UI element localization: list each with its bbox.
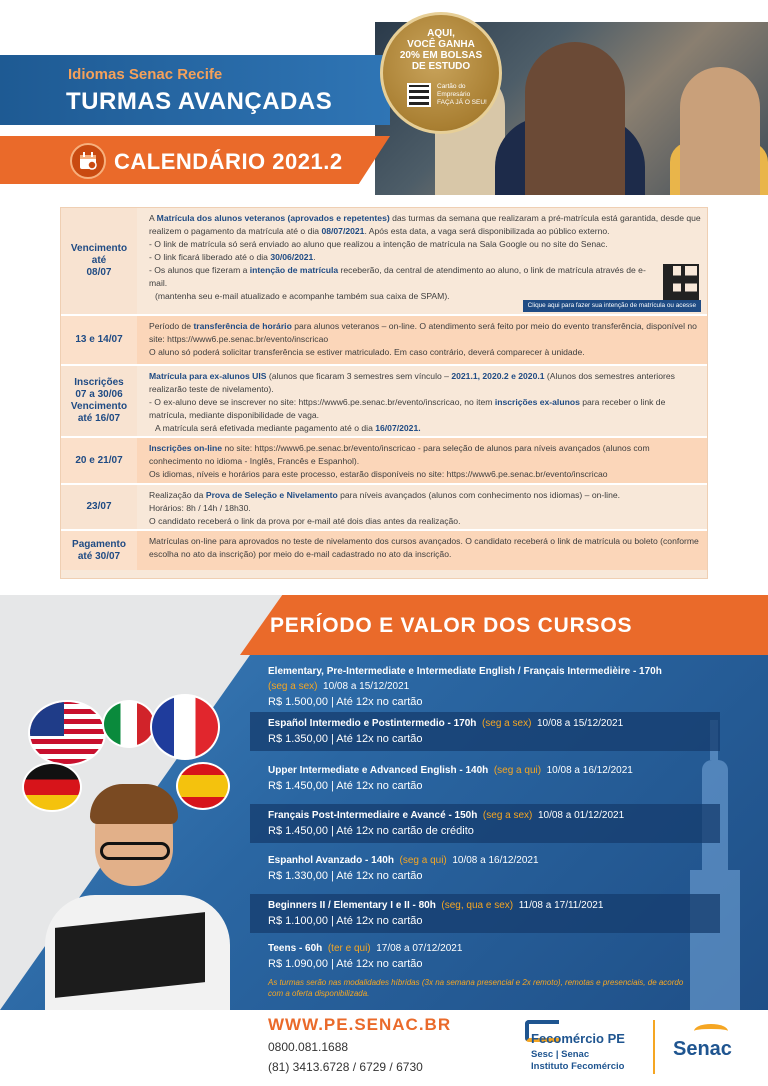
website-link[interactable]: WWW.PE.SENAC.BR [268,1015,452,1034]
calendar-table [60,207,708,579]
row-date: 23/07 [61,485,137,529]
row-text: Período de transferência de horário para alunos veteranos – on-line. O atendimento será feito por meio do evento transferência, disponível no site: https://www6.pe.senac.br/evento/inscricao O aluno só poderá solicitar transferência se estiver matriculado. Em caso contrário, deverá comparecer à unidade. [137,316,707,364]
qr-caption-link[interactable]: Clique aqui para fazer sua intenção de matrícula ou acesse [523,300,701,312]
france-flag-icon [150,694,220,760]
table-row [61,366,707,438]
student-reading-image [30,790,250,1010]
row-text: A Matrícula dos alunos veteranos (aprovados e repetentes) das turmas da semana que realizaram a pré-matrícula está garantida, desde que realizem o pagamento da matrícula até o dia 08/07/2021. Após esta data, a vaga será disponibilizada ao público externo. - O link de matrícula só será enviado ao aluno que realizou a intenção de matrícula na Sala Google ou no site do Senac. - O link ficará liberado até o dia 30/06/2021. - Os alunos que fizeram a intenção de matrícula receberão, da central de atendimento ao aluno, o link de matrícula através de e-mail. (mantenha seu e-mail atualizado e acompanhe também sua caixa de SPAM). Clique aqui para fazer sua intenção de matrícula ou acesse [137,208,707,314]
courses-note: As turmas serão nas modalidades híbridas (3x na semana presencial e 2x remoto), remotas e presenciais, de acordo com a oferta disponibilizada. [268,978,684,998]
page-title: TURMAS AVANÇADAS [66,88,333,115]
table-row [61,531,707,570]
logo-divider [653,1020,655,1074]
phone-number: (81) 3413.6728 / 6729 / 6730 [268,1060,423,1074]
row-text: Matrícula para ex-alunos UIS (alunos que ficaram 3 semestres sem vínculo – 2021.1, 2020.2 e 2020.1 (Alunos dos semestres anteriores realizarão teste de nivelamento). - O ex-aluno deve se inscrever no site: https://www6.pe.senac.br/evento/inscricao, no item inscrições ex-alunos para receber o link de matrícula, mediante disponibilidade de vaga. A matrícula será efetivada mediante pagamento até o dia 16/07/2021. [149,371,675,433]
fecomercio-logo: Fecomércio PE Sesc | Senac Instituto Fecomércio [525,1020,645,1076]
row-text: Realização da Prova de Seleção e Nivelamento para níveis avançados (alunos com conhecimento nos idiomas) – on-line. Horários: 8h / 14h / 18h30. O candidato receberá o link da prova por e-mail até dois dias antes da realização. [149,490,621,526]
qr-code-icon[interactable] [407,83,431,107]
courses-title: PERÍODO E VALOR DOS CURSOS [270,614,633,637]
card-label: Cartão do Empresário FAÇA JÁ O SEU! [437,83,487,106]
course-item: Español Intermedio e Postintermedio - 170h (seg a sex) 10/08 a 15/12/2021 R$ 1.350,00 | Até 12x no cartão [250,712,720,751]
phone-number: 0800.081.1688 [268,1040,349,1054]
row-date: 20 e 21/07 [61,438,137,483]
qr-code-icon[interactable] [663,264,699,300]
italy-flag-icon [102,700,156,748]
scholarship-badge: AQUI, VOCÊ GANHA 20% EM BOLSAS DE ESTUDO Cartão do Empresário FAÇA JÁ O SEU! [380,12,502,134]
brand-subtitle: Idiomas Senac Recife [68,66,223,83]
course-item: Beginners II / Elementary I e II - 80h (seg, qua e sex) 11/08 a 17/11/2021 R$ 1.100,00 | Até 12x no cartão [250,894,720,933]
course-item: Upper Intermediate e Advanced English - 140h (seg a qui) 10/08 a 16/12/2021 R$ 1.450,00 | Até 12x no cartão [268,765,633,792]
calendar-icon [70,143,106,179]
course-item: Français Post-Intermediaire e Avancé - 150h (seg a sex) 10/08 a 01/12/2021 R$ 1.450,00 | Até 12x no cartão de crédito [250,804,720,843]
course-item: Espanhol Avanzado - 140h (seg a qui) 10/08 a 16/12/2021 R$ 1.330,00 | Até 12x no cartão [268,855,539,882]
senac-mark-icon [694,1024,728,1038]
course-item: Elementary, Pre-Intermediate e Intermediate English / Français Intermedièire - 170h (seg a sex) 10/08 a 15/12/2021 R$ 1.500,00 | Até 12x no cartão [268,666,662,708]
usa-flag-icon [28,700,106,766]
course-item: Teens - 60h (ter e qui) 17/08 a 07/12/2021 R$ 1.090,00 | Até 12x no cartão [268,943,463,970]
row-date: Vencimento até 08/07 [61,208,137,314]
table-row [61,316,707,366]
calendar-title: CALENDÁRIO 2021.2 [114,149,343,174]
table-row [61,438,707,485]
table-row [61,208,707,316]
row-text: Inscrições on-line no site: https://www6.pe.senac.br/evento/inscricao - para seleção de alunos para níveis avançados (alunos com conhecimento no idioma - Inglês, Francês e Espanhol). Os idiomas, níveis e horários para este processo, estarão disponíveis no site: https://www6.pe.senac.br/evento/inscricao [137,438,707,483]
row-date: Inscrições 07 a 30/06 Vencimento até 16/07 [61,366,137,436]
table-row [61,485,707,531]
row-text: Matrículas on-line para aprovados no teste de nivelamento dos cursos avançados. O candidato receberá o link de matrícula ou boleto (conforme escolha no ato da inscrição) por meio do e-mail cadastrado no ato da inscrição. [137,531,707,570]
row-date: Pagamento até 30/07 [61,531,137,570]
row-date: 13 e 14/07 [61,316,137,364]
senac-logo: Senac [673,1038,732,1060]
